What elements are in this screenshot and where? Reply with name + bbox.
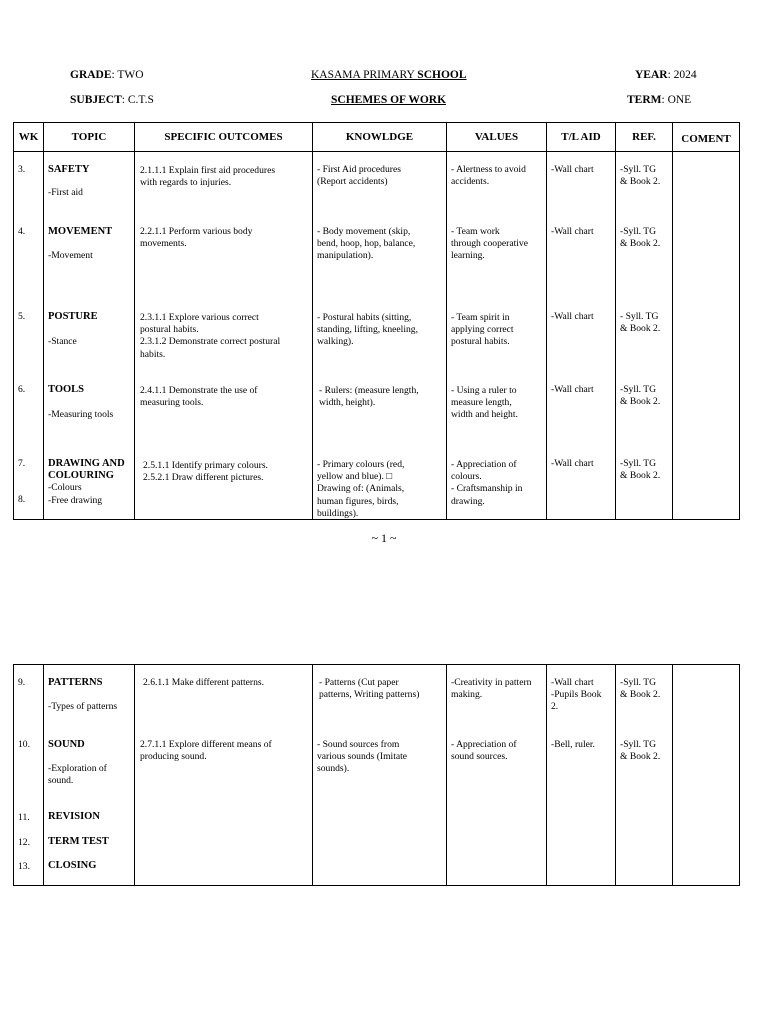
subtopic-stance: -Stance — [48, 336, 77, 347]
aid-drawing: -Wall chart — [551, 458, 594, 469]
subject-value: : C.T.S — [121, 94, 154, 106]
value-sound: - Appreciation of sound sources. — [451, 739, 517, 763]
ref-tools: -Syll. TG & Book 2. — [620, 384, 661, 408]
school-prefix: KASAMA PRIMARY — [311, 69, 418, 81]
outcome-tools: 2.4.1.1 Demonstrate the use of measuring tools. — [140, 385, 258, 409]
ref-safety: -Syll. TG & Book 2. — [620, 164, 661, 188]
wk-8: 8. — [18, 494, 26, 505]
grade-label: GRADE — [70, 69, 112, 81]
wk-4: 4. — [18, 226, 26, 237]
aid-patterns: -Wall chart -Pupils Book 2. — [551, 677, 602, 713]
col-header-ref: REF. — [616, 123, 673, 152]
knowledge-posture: - Postural habits (sitting, standing, lifting, kneeling, walking). — [317, 312, 418, 348]
ref-sound: -Syll. TG & Book 2. — [620, 739, 661, 763]
knowledge-sound: - Sound sources from various sounds (Imitate sounds). — [317, 739, 408, 775]
value-drawing: - Appreciation of colours. - Craftsmanship in drawing. — [451, 459, 523, 507]
term-label: TERM — [627, 94, 662, 106]
aid-cell — [547, 152, 616, 520]
subtopic-movement: -Movement — [48, 250, 93, 261]
outcome-movement: 2.2.1.1 Perform various body movements. — [140, 226, 253, 250]
topic-term-test: TERM TEST — [48, 836, 109, 847]
year-label: YEAR — [635, 69, 668, 81]
topic-patterns: PATTERNS — [48, 677, 103, 688]
comment-cell — [673, 665, 740, 886]
ref-patterns: -Syll. TG & Book 2. — [620, 677, 661, 701]
table-header-row — [14, 123, 740, 152]
year-value: : 2024 — [667, 69, 697, 81]
topic-movement: MOVEMENT — [48, 226, 113, 237]
topic-cell — [44, 152, 135, 520]
topic-closing: CLOSING — [48, 860, 97, 871]
wk-6: 6. — [18, 384, 26, 395]
knowledge-cell — [313, 665, 447, 886]
aid-safety: -Wall chart — [551, 164, 594, 175]
topic-sound: SOUND — [48, 739, 85, 750]
col-header-wk: WK — [14, 123, 44, 152]
knowledge-patterns: - Patterns (Cut paper patterns, Writing patterns) — [319, 677, 420, 701]
subject-label: SUBJECT — [70, 94, 122, 106]
scheme-table-page-2 — [13, 664, 740, 886]
topic-tools: TOOLS — [48, 384, 84, 395]
aid-tools: -Wall chart — [551, 384, 594, 395]
knowledge-movement: - Body movement (skip, bend, hoop, hop, balance, manipulation). — [317, 226, 416, 262]
wk-5: 5. — [18, 311, 26, 322]
outcome-sound: 2.7.1.1 Explore different means of producing sound. — [140, 739, 272, 763]
ref-cell — [616, 152, 673, 520]
aid-movement: -Wall chart — [551, 226, 594, 237]
wk-cell — [14, 665, 44, 886]
values-cell — [447, 665, 547, 886]
wk-11: 11. — [18, 812, 30, 823]
ref-drawing: -Syll. TG & Book 2. — [620, 458, 661, 482]
term-value: : ONE — [661, 94, 692, 106]
wk-13: 13. — [18, 861, 30, 872]
topic-safety: SAFETY — [48, 164, 90, 175]
wk-7: 7. — [18, 458, 26, 469]
year-line — [635, 69, 697, 81]
col-header-aid: T/L AID — [547, 123, 616, 152]
topic-drawing-colouring: DRAWING AND COLOURING -Colours -Free drawing — [48, 458, 125, 506]
outcome-patterns: 2.6.1.1 Make different patterns. — [143, 677, 265, 688]
value-posture: - Team spirit in applying correct postural habits. — [451, 312, 514, 348]
wk-12: 12. — [18, 837, 30, 848]
outcome-posture: 2.3.1.1 Explore various correct postural habits. 2.3.1.2 Demonstrate correct postural habits. — [140, 312, 281, 360]
outcome-drawing: 2.5.1.1 Identify primary colours. 2.5.2.1 Draw different pictures. — [143, 460, 268, 484]
col-header-values: VALUES — [447, 123, 547, 152]
grade-line — [70, 69, 144, 81]
col-header-topic: TOPIC — [44, 123, 135, 152]
school-name — [311, 69, 467, 81]
subject-line — [70, 94, 154, 106]
subtopic-exploration-of-sound: -Exploration of sound. — [48, 763, 107, 787]
topic-posture: POSTURE — [48, 311, 98, 322]
comment-cell — [673, 152, 740, 520]
topic-cell — [44, 665, 135, 886]
ref-cell — [616, 665, 673, 886]
values-cell — [447, 152, 547, 520]
aid-cell — [547, 665, 616, 886]
outcome-safety: 2.1.1.1 Explain first aid procedures with regards to injuries. — [140, 165, 276, 189]
outcomes-cell — [135, 665, 313, 886]
topic-revision: REVISION — [48, 811, 100, 822]
subtopic-measuring-tools: -Measuring tools — [48, 409, 114, 420]
col-header-knowledge: KNOWLDGE — [313, 123, 447, 152]
knowledge-tools: - Rulers: (measure length, width, height). — [319, 385, 419, 409]
school-suffix: SCHOOL — [417, 69, 467, 81]
wk-9: 9. — [18, 677, 26, 688]
value-movement: - Team work through cooperative learning. — [451, 226, 528, 262]
knowledge-safety: - First Aid procedures (Report accidents) — [317, 164, 401, 188]
subtopic-first-aid: -First aid — [48, 187, 83, 198]
scheme-table-page-1 — [13, 122, 740, 520]
aid-sound: -Bell, ruler. — [551, 739, 595, 750]
wk-10: 10. — [18, 739, 30, 750]
outcomes-cell — [135, 152, 313, 520]
col-header-outcomes: SPECIFIC OUTCOMES — [135, 123, 313, 152]
wk-cell — [14, 152, 44, 520]
wk-3: 3. — [18, 164, 26, 175]
knowledge-drawing: - Primary colours (red, yellow and blue). □ Drawing of: (Animals, human figures, birds, buildings). — [317, 459, 405, 519]
ref-movement: -Syll. TG & Book 2. — [620, 226, 661, 250]
document-title: SCHEMES OF WORK — [331, 94, 447, 106]
term-line — [627, 94, 691, 106]
table-row — [14, 665, 740, 886]
subtopic-types-of-patterns: -Types of patterns — [48, 701, 118, 712]
value-patterns: -Creativity in pattern making. — [451, 677, 532, 701]
knowledge-cell — [313, 152, 447, 520]
table-row — [14, 152, 740, 520]
grade-value: : TWO — [111, 69, 144, 81]
value-safety: - Alertness to avoid accidents. — [451, 164, 526, 188]
ref-posture: - Syll. TG & Book 2. — [620, 311, 661, 335]
page-number: ~ 1 ~ — [371, 531, 397, 545]
aid-posture: -Wall chart — [551, 311, 594, 322]
value-tools: - Using a ruler to measure length, width and height. — [451, 385, 518, 421]
col-header-comment: COMENT — [673, 123, 740, 152]
